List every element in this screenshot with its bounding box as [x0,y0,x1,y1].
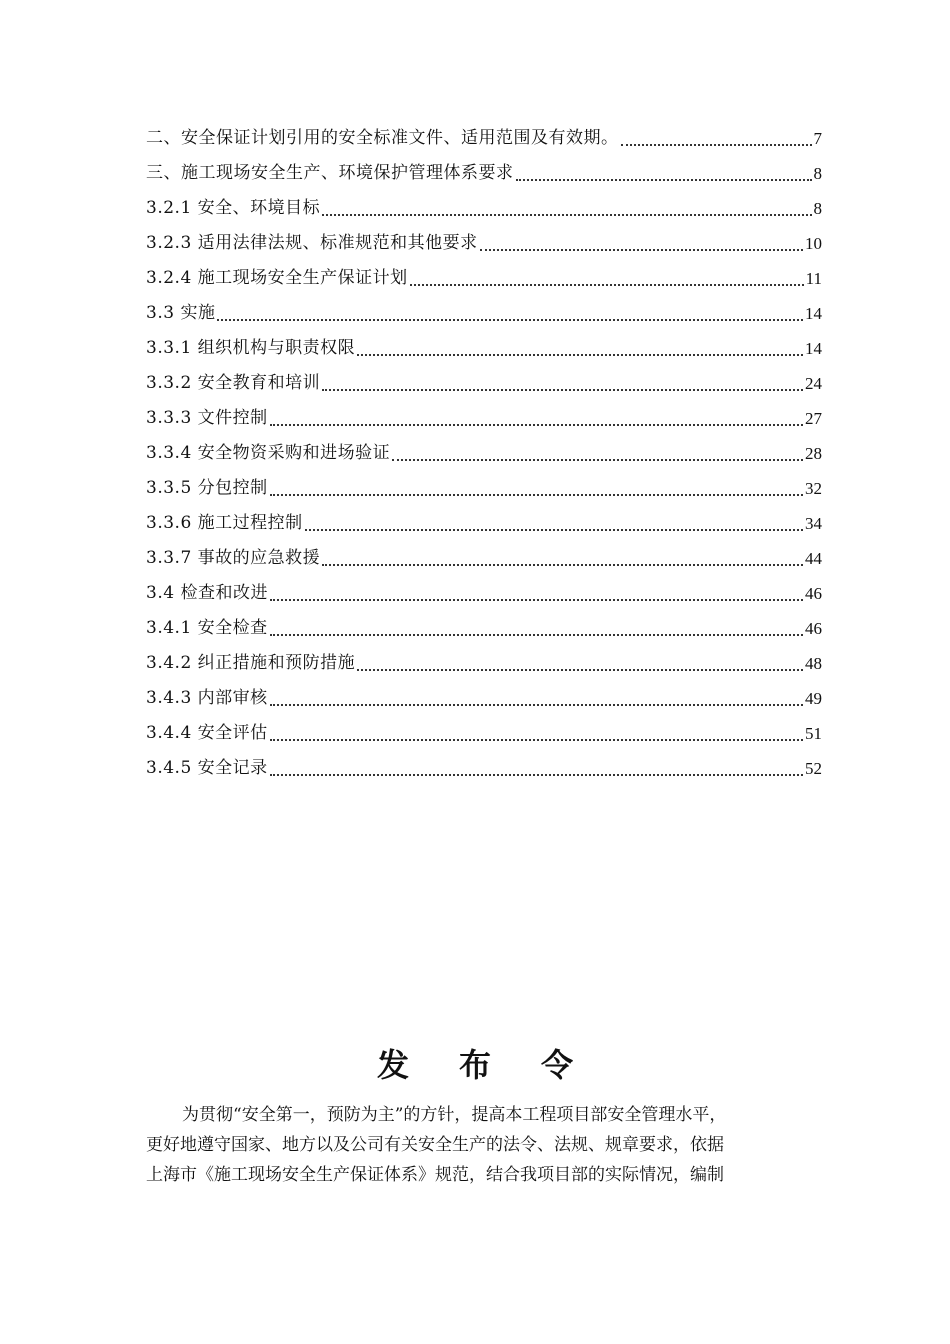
toc-entry [146,226,822,261]
toc-entry-page: 46 [805,619,822,638]
toc-entry-label: 3.3.6 施工过程控制 [146,513,303,533]
toc-leader-dots [357,354,803,356]
toc-entry [146,751,822,786]
toc-entry [146,506,822,541]
toc-entry-label: 3.2.1 安全、环境目标 [146,198,321,218]
toc-leader-dots [480,249,803,251]
toc-entry [146,296,822,331]
toc-entry-label: 二、安全保证计划引用的安全标准文件、适用范围及有效期。 [146,128,619,148]
toc-leader-dots [217,319,803,321]
toc-entry [146,541,822,576]
toc-entry-page: 46 [805,584,822,603]
toc-entry-page: 14 [805,339,822,358]
decree-paragraph-line: 为贯彻“安全第一，预防为主”的方针，提高本工程项目部安全管理水平， [182,1105,727,1125]
toc-leader-dots [270,494,803,496]
toc-leader-dots [392,459,803,461]
toc-entry-label: 3.4.4 安全评估 [146,723,268,743]
toc-leader-dots [357,669,803,671]
toc-entry-label: 3.4.3 内部审核 [146,688,268,708]
toc-entry-page: 28 [805,444,822,463]
toc-leader-dots [270,424,803,426]
toc-entry-page: 52 [805,759,822,778]
toc-entry [146,366,822,401]
toc-leader-dots [270,774,803,776]
toc-entry [146,156,822,191]
toc-entry-page: 7 [813,129,822,148]
toc-leader-dots [305,529,803,531]
toc-leader-dots [516,179,812,181]
toc-entry-label: 3.2.3 适用法律法规、标准规范和其他要求 [146,233,478,253]
toc-entry-page: 11 [805,269,822,288]
toc-entry-label: 3.3.3 文件控制 [146,408,268,428]
toc-entry-label: 3.3.4 安全物资采购和进场验证 [146,443,391,463]
toc-entry [146,611,822,646]
toc-entry-label: 3.4.2 纠正措施和预防措施 [146,653,356,673]
toc-entry [146,121,822,156]
toc-entry-page: 27 [805,409,822,428]
toc-leader-dots [270,739,803,741]
toc-leader-dots [270,599,803,601]
toc-entry-label: 3.3.5 分包控制 [146,478,268,498]
toc-entry-label: 3.4.5 安全记录 [146,758,268,778]
toc-entry-page: 34 [805,514,822,533]
table-of-contents [146,121,822,786]
toc-entry-page: 48 [805,654,822,673]
toc-entry [146,716,822,751]
toc-entry-page: 24 [805,374,822,393]
decree-body [146,1100,826,1190]
toc-leader-dots [621,144,812,146]
toc-entry-page: 32 [805,479,822,498]
toc-entry-page: 51 [805,724,822,743]
toc-entry-page: 44 [805,549,822,568]
toc-entry [146,401,822,436]
toc-leader-dots [322,214,811,216]
toc-entry-label: 三、施工现场安全生产、环境保护管理体系要求 [146,163,514,183]
toc-leader-dots [410,284,804,286]
toc-entry-label: 3.2.4 施工现场安全生产保证计划 [146,268,408,288]
toc-entry [146,471,822,506]
toc-entry-label: 3.3.1 组织机构与职责权限 [146,338,356,358]
decree-title: 发布令 [376,1046,623,1084]
toc-entry-label: 3.4 检查和改进 [146,583,268,603]
decree-paragraph-line: 上海市《施工现场安全生产保证体系》规范，结合我项目部的实际情况，编制 [146,1165,724,1185]
toc-entry-label: 3.3.7 事故的应急救援 [146,548,321,568]
toc-leader-dots [270,634,803,636]
toc-entry-label: 3.3.2 安全教育和培训 [146,373,321,393]
toc-entry-page: 14 [805,304,822,323]
toc-leader-dots [270,704,803,706]
toc-entry [146,436,822,471]
toc-entry [146,191,822,226]
toc-entry-label: 3.3 实施 [146,303,216,323]
toc-entry-page: 10 [805,234,822,253]
toc-entry-page: 8 [813,164,822,183]
toc-entry [146,681,822,716]
decree-paragraph-line: 更好地遵守国家、地方以及公司有关安全生产的法令、法规、规章要求，依据 [146,1135,724,1155]
toc-entry-page: 8 [813,199,822,218]
toc-leader-dots [322,389,803,391]
toc-entry [146,261,822,296]
toc-entry-label: 3.4.1 安全检查 [146,618,268,638]
toc-entry [146,646,822,681]
toc-entry [146,576,822,611]
toc-entry-page: 49 [805,689,822,708]
toc-entry [146,331,822,366]
toc-leader-dots [322,564,803,566]
